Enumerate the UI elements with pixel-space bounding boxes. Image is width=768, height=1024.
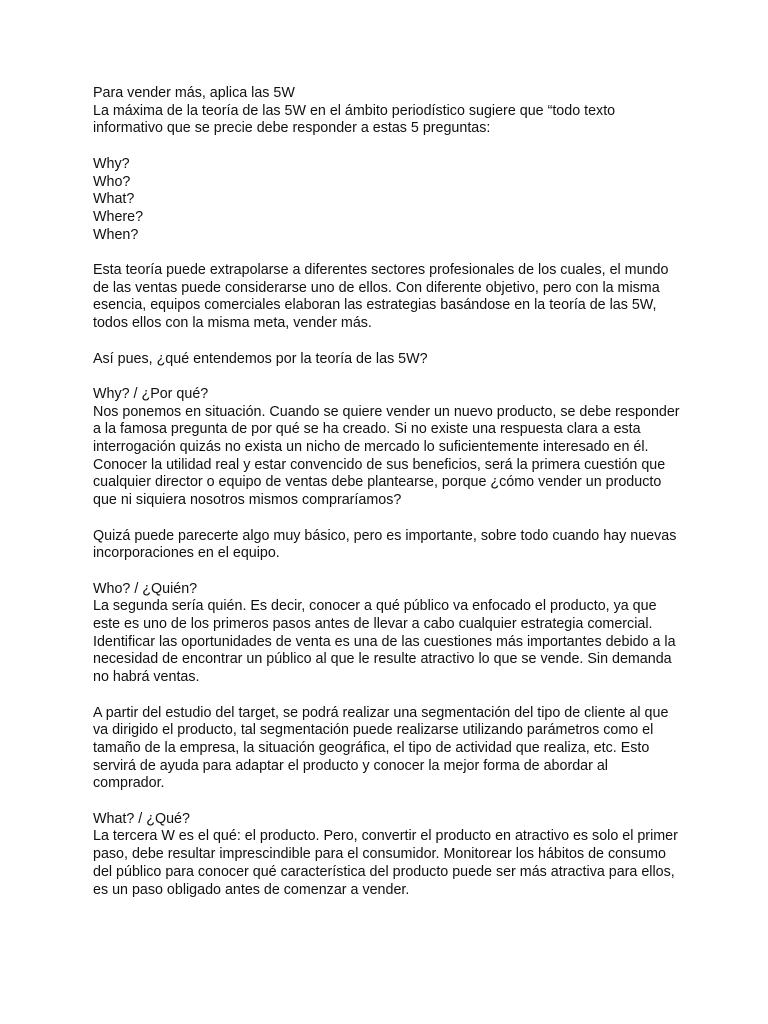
- text-line: no habrá ventas.: [93, 669, 200, 686]
- text-line: informativo que se precie debe responder a estas 5 preguntas:: [93, 120, 491, 137]
- text-line: esencia, equipos comerciales elaboran las estrategias basándose en la teoría de las 5W,: [93, 297, 657, 314]
- text-line: tamaño de la empresa, la situación geográfica, el tipo de actividad que realiza, etc. Esto: [93, 739, 650, 756]
- blank-line: [93, 333, 693, 351]
- document-page: [93, 85, 693, 899]
- document-title: Para vender más, aplica las 5W: [93, 85, 295, 101]
- text-line: cualquier director o equipo de ventas debe plantearse, porque ¿cómo vender un producto: [93, 474, 662, 491]
- text-line: Who?: [93, 173, 131, 190]
- text-line: Quizá puede parecerte algo muy básico, pero es importante, sobre todo cuando hay nuevas: [93, 527, 677, 544]
- blank-line: [93, 138, 693, 156]
- text-line: necesidad de encontrar un público al que le resulte atractivo lo que se vende. Sin demanda: [93, 651, 672, 668]
- text-line: incorporaciones en el equipo.: [93, 545, 280, 562]
- text-line: Así pues, ¿qué entendemos por la teoría de las 5W?: [93, 350, 428, 367]
- blank-line: [93, 510, 693, 528]
- text-line: What?: [93, 191, 135, 208]
- text-line: What? / ¿Qué?: [93, 810, 190, 827]
- text-line: este es uno de los primeros pasos antes de llevar a cabo cualquier estrategia comercial.: [93, 616, 653, 632]
- document-body: [93, 103, 693, 900]
- text-line: Who? / ¿Quién?: [93, 580, 198, 597]
- blank-line: [93, 793, 693, 811]
- blank-line: [93, 244, 693, 262]
- text-line: When?: [93, 226, 139, 243]
- text-line: interrogación quizás no exista un nicho de mercado lo suficientemente interesado en él.: [93, 439, 649, 455]
- text-line: Where?: [93, 208, 144, 225]
- text-line: del público para conocer qué característica del producto puede ser más atractiva para ellos,: [93, 863, 675, 880]
- text-line: es un paso obligado antes de comenzar a vender.: [93, 881, 410, 898]
- text-line: paso, debe resultar imprescindible para el consumidor. Monitorear los hábitos de consumo: [93, 846, 666, 863]
- blank-line: [93, 563, 693, 581]
- text-line: comprador.: [93, 775, 165, 792]
- text-line: Nos ponemos en situación. Cuando se quiere vender un nuevo producto, se debe responder: [93, 403, 680, 420]
- text-line: A partir del estudio del target, se podrá realizar una segmentación del tipo de cliente al que: [93, 704, 669, 721]
- text-line: Why? / ¿Por qué?: [93, 385, 209, 402]
- text-line: servirá de ayuda para adaptar el producto y conocer la mejor forma de abordar al: [93, 757, 608, 774]
- text-line: que ni siquiera nosotros mismos compraríamos?: [93, 492, 402, 509]
- text-line: Identificar las oportunidades de venta es una de las cuestiones más importantes debido a la: [93, 633, 676, 650]
- text-line: de las ventas puede considerarse uno de ellos. Con diferente objetivo, pero con la misma: [93, 279, 660, 296]
- blank-line: [93, 368, 693, 386]
- text-line: La tercera W es el qué: el producto. Pero, convertir el producto en atractivo es solo el primer: [93, 828, 678, 845]
- text-line: La segunda sería quién. Es decir, conocer a qué público va enfocado el producto, ya que: [93, 598, 657, 615]
- text-line: Conocer la utilidad real y estar convencido de sus beneficios, será la primera cuestión que: [93, 456, 666, 473]
- text-line: Esta teoría puede extrapolarse a diferentes sectores profesionales de los cuales, el mundo: [93, 262, 669, 278]
- text-line: Why?: [93, 155, 130, 172]
- text-line: todos ellos con la misma meta, vender más.: [93, 315, 372, 332]
- text-line: a la famosa pregunta de por qué se ha creado. Si no existe una respuesta clara a esta: [93, 421, 641, 438]
- text-line: La máxima de la teoría de las 5W en el ámbito periodístico sugiere que “todo texto: [93, 102, 616, 119]
- blank-line: [93, 687, 693, 705]
- text-line: va dirigido el producto, tal segmentación puede realizarse utilizando parámetros como el: [93, 722, 654, 739]
